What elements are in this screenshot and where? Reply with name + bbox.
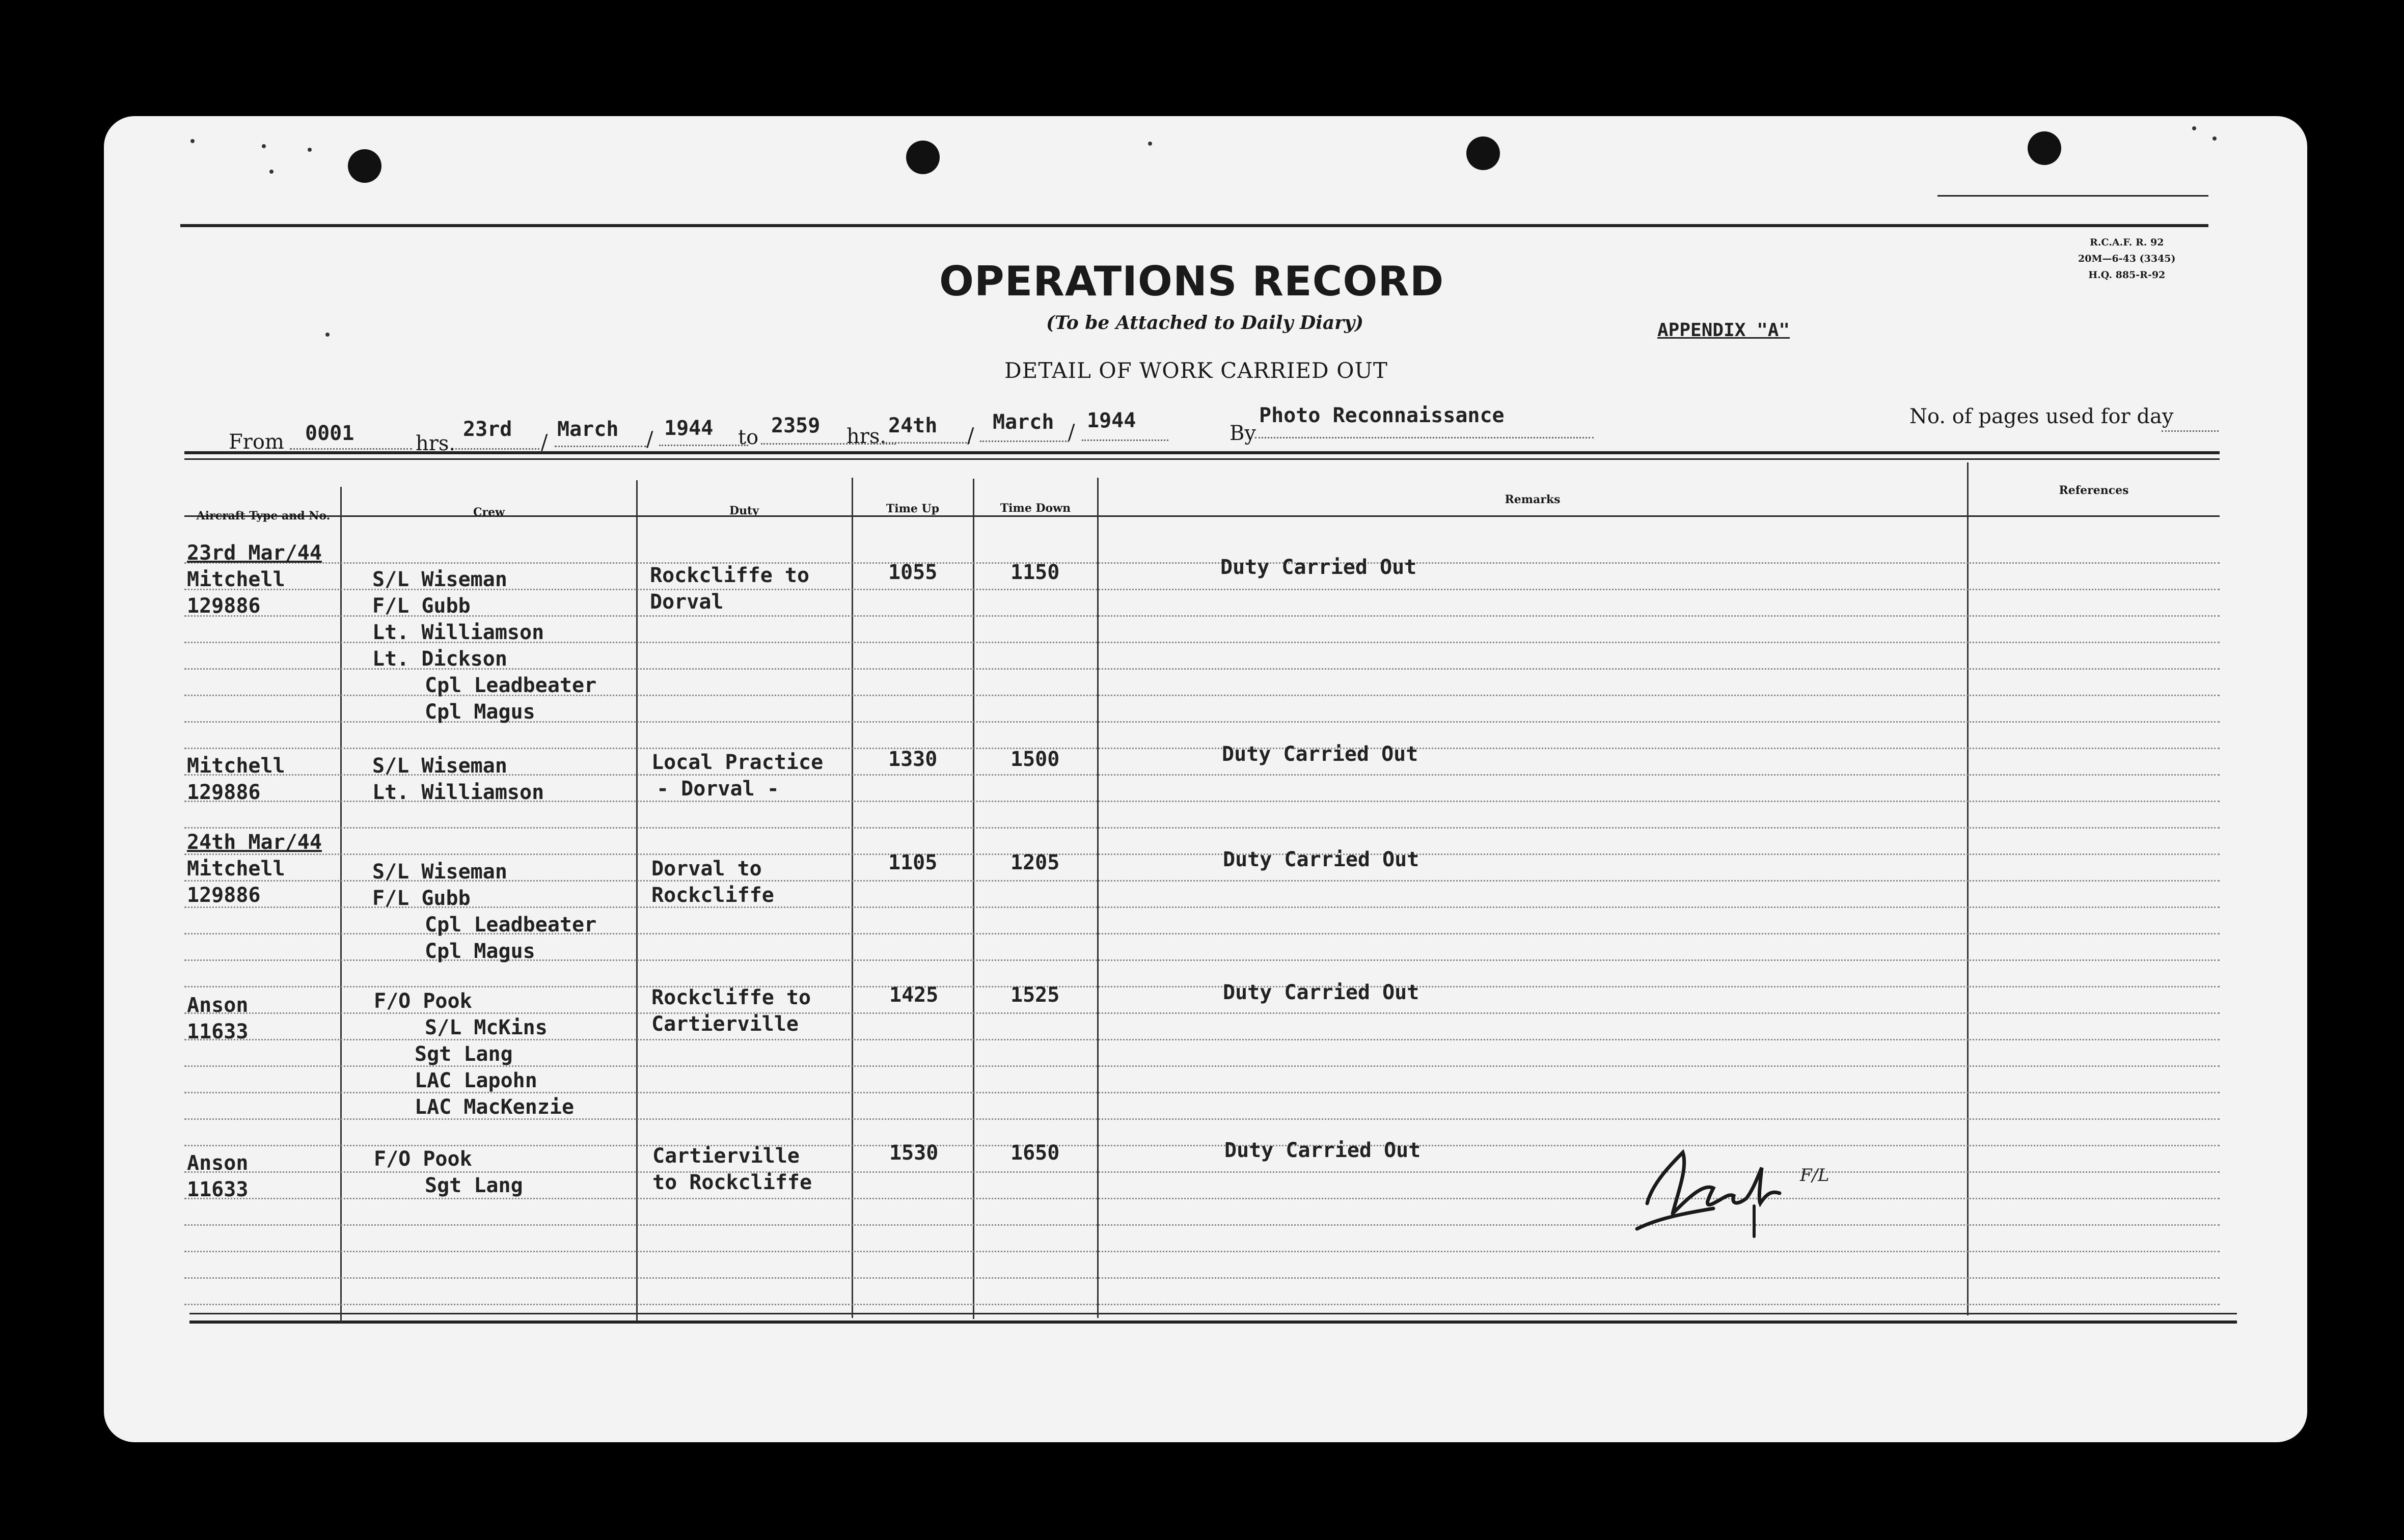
time-down: 1650 bbox=[1010, 1141, 1060, 1165]
duty-line: - Dorval - bbox=[657, 777, 779, 801]
to-label: to bbox=[738, 426, 759, 449]
col-header-time-down: Time Down bbox=[1000, 502, 1071, 515]
column-divider bbox=[636, 480, 638, 1321]
table-bottom-rule-thin bbox=[189, 1313, 2237, 1314]
column-divider bbox=[340, 487, 342, 1322]
record-card bbox=[104, 116, 2307, 1442]
date-separator: / bbox=[1068, 421, 1075, 444]
remarks: Duty Carried Out bbox=[1223, 848, 1419, 871]
appendix-label: APPENDIX "A" bbox=[1657, 320, 1790, 341]
row-rule bbox=[184, 1012, 2220, 1014]
date-separator: / bbox=[541, 431, 548, 454]
time-up: 1530 bbox=[889, 1141, 939, 1165]
crew-member: Lt. Dickson bbox=[372, 647, 507, 671]
row-rule bbox=[184, 748, 2220, 749]
punch-hole bbox=[1466, 136, 1500, 170]
crew-member: Cpl Leadbeater bbox=[425, 674, 597, 697]
time-down: 1500 bbox=[1010, 748, 1060, 771]
table-bottom-rule bbox=[189, 1321, 2237, 1324]
column-divider bbox=[973, 479, 974, 1319]
row-rule bbox=[184, 986, 2220, 987]
crew-member: Cpl Magus bbox=[425, 700, 535, 724]
crew-member: S/L Wiseman bbox=[372, 754, 507, 778]
remarks: Duty Carried Out bbox=[1220, 556, 1417, 579]
crew-member: S/L McKins bbox=[425, 1016, 548, 1039]
date-separator: / bbox=[646, 428, 653, 451]
column-divider bbox=[1097, 478, 1099, 1318]
col-header-aircraft: Aircraft Type and No. bbox=[196, 509, 331, 522]
duty-line: Cartierville bbox=[652, 1144, 800, 1168]
from-year: 1944 bbox=[664, 417, 714, 440]
row-rule bbox=[184, 1251, 2220, 1252]
form-number-line: H.Q. 885-R-92 bbox=[2088, 269, 2166, 281]
date-heading: 23rd Mar/44 bbox=[187, 541, 322, 565]
aircraft-number: 129886 bbox=[187, 781, 261, 804]
col-header-remarks: Remarks bbox=[1505, 493, 1561, 506]
table-top-rule-thin bbox=[184, 458, 2220, 460]
aircraft-type: Mitchell bbox=[187, 754, 285, 778]
crew-member: Sgt Lang bbox=[415, 1042, 513, 1066]
row-rule bbox=[184, 827, 2220, 829]
to-time: 2359 bbox=[771, 414, 821, 437]
signature-suffix: F/L bbox=[1800, 1165, 1829, 1186]
duty-line: to Rockcliffe bbox=[652, 1171, 812, 1194]
date-heading: 24th Mar/44 bbox=[187, 831, 322, 854]
crew-member: LAC Lapohn bbox=[415, 1069, 537, 1092]
table-top-rule bbox=[184, 451, 2220, 454]
col-header-references: References bbox=[2059, 484, 2129, 497]
speck bbox=[325, 333, 330, 337]
column-divider bbox=[852, 478, 853, 1318]
aircraft-number: 11633 bbox=[187, 1020, 249, 1043]
from-label: From bbox=[229, 430, 284, 454]
pages-field bbox=[2162, 404, 2219, 432]
time-up: 1055 bbox=[888, 561, 938, 584]
row-rule bbox=[184, 1224, 2220, 1226]
top-rule-thin bbox=[1937, 195, 2208, 197]
punch-hole bbox=[906, 141, 940, 174]
by-value: Photo Reconnaissance bbox=[1259, 404, 1505, 427]
crew-member: S/L Wiseman bbox=[372, 860, 507, 884]
to-year: 1944 bbox=[1087, 409, 1136, 432]
to-day: 24th bbox=[888, 414, 938, 437]
from-month: March bbox=[557, 418, 619, 441]
from-day: 23rd bbox=[463, 418, 512, 441]
aircraft-type: Mitchell bbox=[187, 857, 285, 881]
form-subtitle: (To be Attached to Daily Diary) bbox=[1046, 312, 1364, 334]
row-rule bbox=[184, 1277, 2220, 1279]
crew-member: F/L Gubb bbox=[372, 594, 471, 618]
row-rule bbox=[184, 1145, 2220, 1146]
time-down: 1150 bbox=[1010, 561, 1060, 584]
time-up: 1425 bbox=[889, 983, 939, 1007]
to-month: March bbox=[993, 410, 1054, 434]
crew-member: S/L Wiseman bbox=[372, 568, 507, 591]
hrs-label: hrs. bbox=[846, 425, 887, 448]
row-rule bbox=[184, 1304, 2220, 1305]
col-header-time-up: Time Up bbox=[886, 502, 940, 515]
hrs-label: hrs. bbox=[416, 432, 456, 455]
col-header-duty: Duty bbox=[729, 504, 759, 517]
col-header-crew: Crew bbox=[473, 506, 505, 519]
speck bbox=[1148, 142, 1152, 146]
punch-hole bbox=[348, 149, 381, 183]
time-up: 1330 bbox=[888, 748, 938, 771]
aircraft-type: Anson bbox=[187, 994, 249, 1017]
signature-mark bbox=[1627, 1142, 1841, 1244]
crew-member: Cpl Magus bbox=[425, 940, 535, 963]
duty-line: Dorval bbox=[650, 590, 724, 614]
by-label: By bbox=[1230, 422, 1256, 445]
remarks: Duty Carried Out bbox=[1222, 743, 1418, 766]
speck bbox=[269, 170, 274, 174]
duty-line: Rockcliffe to bbox=[650, 564, 810, 587]
row-rule bbox=[184, 562, 2220, 564]
duty-line: Local Practice bbox=[651, 751, 824, 774]
crew-member: Lt. Williamson bbox=[372, 621, 544, 644]
time-down: 1525 bbox=[1010, 983, 1060, 1007]
form-detail-heading: DETAIL OF WORK CARRIED OUT bbox=[1004, 358, 1388, 383]
date-separator: / bbox=[967, 424, 974, 448]
duty-line: Dorval to bbox=[651, 857, 762, 881]
remarks: Duty Carried Out bbox=[1223, 981, 1419, 1004]
form-number-line: R.C.A.F. R. 92 bbox=[2090, 237, 2164, 248]
aircraft-number: 129886 bbox=[187, 594, 261, 618]
row-rule bbox=[184, 906, 2220, 908]
aircraft-type: Anson bbox=[187, 1151, 249, 1175]
speck bbox=[2212, 136, 2217, 141]
duty-line: Rockcliffe to bbox=[651, 986, 811, 1009]
remarks: Duty Carried Out bbox=[1224, 1139, 1421, 1162]
crew-member: F/O Pook bbox=[374, 1147, 472, 1171]
from-time: 0001 bbox=[305, 422, 354, 445]
aircraft-number: 11633 bbox=[187, 1178, 249, 1201]
speck bbox=[2192, 126, 2196, 130]
crew-member: LAC MacKenzie bbox=[415, 1095, 575, 1119]
row-rule bbox=[184, 854, 2220, 855]
punch-hole bbox=[2028, 131, 2061, 165]
form-number-block bbox=[2078, 234, 2176, 283]
speck bbox=[308, 148, 312, 152]
column-divider bbox=[1967, 462, 1969, 1315]
aircraft-number: 129886 bbox=[187, 884, 261, 907]
aircraft-type: Mitchell bbox=[187, 568, 285, 591]
row-rule bbox=[184, 615, 2220, 617]
crew-member: F/L Gubb bbox=[372, 887, 471, 910]
duty-line: Cartierville bbox=[651, 1012, 799, 1036]
time-up: 1105 bbox=[888, 851, 938, 874]
speck bbox=[190, 139, 195, 143]
crew-member: Cpl Leadbeater bbox=[425, 913, 597, 937]
top-rule bbox=[180, 224, 2208, 227]
form-number-line: 20M—6-43 (3345) bbox=[2078, 253, 2176, 264]
crew-member: Lt. Williamson bbox=[372, 781, 544, 804]
crew-member: Sgt Lang bbox=[425, 1174, 523, 1197]
pages-label: No. of pages used for day bbox=[1909, 405, 2174, 428]
crew-member: F/O Pook bbox=[374, 989, 472, 1013]
duty-line: Rockcliffe bbox=[651, 884, 774, 907]
speck bbox=[262, 144, 266, 148]
form-title: OPERATIONS RECORD bbox=[939, 258, 1444, 305]
time-down: 1205 bbox=[1010, 851, 1060, 874]
